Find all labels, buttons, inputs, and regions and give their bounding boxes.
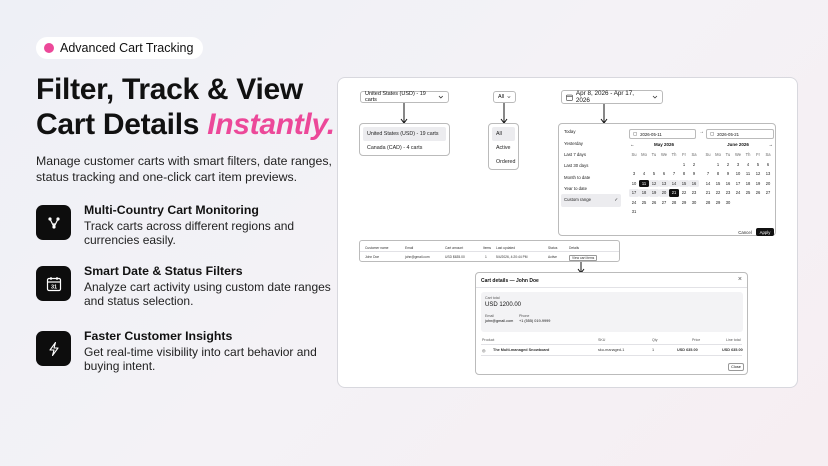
country-select[interactable]: [360, 91, 449, 103]
calendar-day[interactable]: 20: [765, 180, 771, 186]
calendar-day[interactable]: 6: [766, 161, 770, 167]
phone-label: Phone: [519, 314, 530, 318]
column-header: Price: [692, 338, 701, 342]
email-label: Email: [485, 314, 494, 318]
calendar-blank: [629, 161, 639, 169]
status-select[interactable]: [493, 91, 516, 103]
feature-item: [36, 329, 336, 374]
hero-title-line1: Filter, Track & View: [36, 73, 303, 106]
price: USD 635.00: [677, 348, 698, 352]
feature-desc: Track carts across different regions and currencies easily.: [84, 218, 295, 248]
calendar-day[interactable]: 3: [632, 171, 636, 176]
calendar-day[interactable]: 4: [746, 161, 750, 167]
calendar-day[interactable]: 10: [735, 171, 741, 176]
calendar-day[interactable]: 11: [745, 171, 751, 176]
weekday-label: Th: [671, 152, 677, 157]
chevron-down-icon: [652, 95, 658, 99]
feature-title: Faster Customer Insights: [84, 329, 233, 343]
weekday-label: We: [660, 152, 668, 157]
cell: John Doe: [365, 255, 380, 259]
calendar-month-left: [629, 142, 699, 216]
calendar-day[interactable]: 22: [715, 190, 721, 195]
calendar-month-right: [703, 142, 773, 206]
calendar-day[interactable]: 5: [652, 171, 656, 176]
cart-details-modal: [475, 272, 748, 375]
preset-item[interactable]: Last 7 days: [564, 151, 586, 157]
start-date-input[interactable]: ▢ 2026-05-11: [629, 129, 696, 139]
calendar-day[interactable]: 20: [659, 189, 669, 197]
calendar-day[interactable]: 12: [755, 171, 761, 176]
calendar-day[interactable]: 14: [705, 180, 711, 186]
column-header: Product: [482, 338, 495, 342]
calendar-blank: [649, 161, 659, 169]
status-option[interactable]: All: [492, 127, 515, 141]
calendar-day[interactable]: 17: [735, 180, 741, 186]
hero-title: [36, 72, 356, 143]
qty: 1: [652, 348, 655, 352]
calendar-day[interactable]: 25: [745, 190, 751, 195]
day-grid: [703, 151, 773, 206]
column-header: Email: [405, 246, 414, 250]
calendar-day[interactable]: 7: [672, 171, 676, 176]
calendar-day[interactable]: 21: [705, 190, 711, 195]
feature-badge: [36, 37, 203, 59]
share-nodes-icon: [36, 205, 71, 240]
calendar-day[interactable]: 5: [756, 161, 760, 167]
status-option[interactable]: Ordered: [496, 159, 516, 165]
calendar-day[interactable]: 27: [661, 199, 667, 205]
feature-desc: Get real-time visibility into cart behavior and buying intent.: [84, 344, 317, 374]
calendar-day[interactable]: 29: [715, 199, 721, 205]
calendar-day[interactable]: 7: [706, 171, 710, 176]
preset-item[interactable]: Last 30 days: [564, 163, 589, 169]
calendar-icon: [36, 266, 71, 301]
feature-title: Smart Date & Status Filters: [84, 264, 243, 278]
weekday-label: Fr: [682, 152, 686, 157]
country-select-value: United States (USD) - 19 carts: [365, 91, 426, 103]
arrow-down-icon: [600, 104, 608, 124]
calendar-day[interactable]: 9: [692, 171, 696, 176]
weekday-label: Sa: [765, 152, 771, 157]
calendar-day[interactable]: 23: [691, 190, 697, 195]
calendar-day[interactable]: 26: [651, 199, 657, 205]
calendar-day[interactable]: 12: [649, 180, 659, 188]
calendar-day[interactable]: 2: [726, 161, 730, 167]
calendar-day[interactable]: 30: [725, 199, 731, 205]
close-button[interactable]: Close: [728, 363, 744, 371]
divider: [360, 251, 619, 252]
column-header: Last updated: [496, 246, 516, 250]
calendar-day[interactable]: 26: [755, 190, 761, 195]
calendar-day[interactable]: 19: [755, 180, 761, 186]
calendar-day[interactable]: 28: [671, 199, 677, 205]
status-dropdown: [488, 123, 519, 170]
product-thumb-icon: ◎: [482, 349, 486, 353]
preset-item[interactable]: Yesterday: [564, 140, 583, 146]
line-total: USD 635.00: [722, 348, 743, 352]
cell: USD $635.00: [445, 255, 465, 259]
calendar-day[interactable]: 24: [631, 199, 637, 205]
cell: 1: [485, 255, 487, 259]
calendar-day[interactable]: 2: [692, 161, 696, 167]
product-name: The Multi-managed Snowboard: [493, 348, 550, 352]
weekday-label: Fr: [756, 152, 760, 157]
month-label: June 2026: [727, 142, 749, 147]
date-picker: [558, 123, 776, 236]
calendar-day[interactable]: 16: [725, 180, 731, 186]
calendar-day[interactable]: 18: [639, 189, 649, 197]
column-header: Status: [548, 246, 558, 250]
feature-item: [36, 203, 336, 248]
calendar-icon: ▢: [633, 131, 638, 136]
prev-month-icon[interactable]: ←: [630, 142, 635, 147]
preset-item[interactable]: Month to date: [564, 174, 591, 180]
chevron-down-icon: [438, 95, 444, 99]
calendar-day[interactable]: 1: [682, 161, 686, 167]
status-select-value: All: [498, 94, 505, 100]
weekday-label: Su: [631, 152, 637, 157]
feature-item: [36, 264, 336, 309]
calendar-day[interactable]: 22: [681, 190, 687, 195]
calendar-day[interactable]: 4: [642, 171, 646, 176]
arrow-down-icon: [500, 103, 508, 124]
calendar-day[interactable]: 11: [639, 180, 649, 188]
weekday-label: Mo: [641, 152, 647, 157]
cell: john@gmail.com: [405, 255, 430, 259]
divider: [481, 344, 742, 345]
cart-total-value: USD 1200.00: [485, 302, 522, 308]
date-range-value: Apr 8, 2026 - Apr 17, 2026: [575, 90, 635, 104]
preset-item[interactable]: Year to date: [564, 186, 588, 192]
column-header: Items: [483, 246, 492, 250]
arrow-right-icon: →: [699, 129, 704, 135]
column-header: SKU: [598, 338, 606, 342]
calendar-day[interactable]: 21: [669, 189, 679, 197]
feature-title: Multi-Country Cart Monitoring: [84, 203, 259, 217]
calendar-day[interactable]: 28: [705, 199, 711, 205]
badge-label: Advanced Cart Tracking: [60, 41, 194, 55]
calendar-day[interactable]: 15: [715, 180, 721, 186]
hero-subtitle: Manage customer carts with smart filters, date ranges, status tracking and one-click cart item previews.: [36, 154, 332, 184]
cancel-button[interactable]: Cancel: [738, 229, 752, 235]
carts-table: [359, 240, 620, 262]
calendar-day[interactable]: 16: [689, 180, 699, 188]
calendar-icon: [566, 94, 573, 101]
weekday-label: Su: [705, 152, 711, 157]
calendar-day[interactable]: 14: [669, 180, 679, 188]
country-option[interactable]: Canada (CAD) - 4 carts: [367, 145, 423, 151]
country-dropdown: [359, 123, 450, 156]
calendar-blank: [659, 161, 669, 169]
column-header: Details: [569, 246, 580, 250]
calendar-day[interactable]: 19: [649, 189, 659, 197]
calendar-day[interactable]: 9: [726, 171, 730, 176]
hero-title-accent: Instantly.: [207, 108, 335, 142]
calendar-blank: [703, 161, 713, 169]
cart-summary: [481, 292, 743, 332]
country-option[interactable]: United States (USD) - 19 carts: [363, 127, 446, 141]
day-grid: [629, 151, 699, 216]
status-option[interactable]: Active: [496, 145, 511, 151]
column-header: Line total: [726, 338, 741, 342]
calendar-day[interactable]: 8: [682, 171, 686, 176]
calendar-day[interactable]: 8: [716, 171, 720, 176]
calendar-day[interactable]: 30: [691, 199, 697, 205]
calendar-day[interactable]: 31: [631, 209, 637, 214]
calendar-day[interactable]: 18: [745, 180, 751, 186]
calendar-day[interactable]: 23: [725, 190, 731, 195]
calendar-blank: [669, 161, 679, 169]
email-value: john@gmail.com: [485, 319, 514, 323]
calendar-icon: ▢: [710, 131, 715, 136]
calendar-day[interactable]: 15: [679, 180, 689, 188]
pink-dot-icon: [44, 43, 54, 53]
next-month-icon[interactable]: →: [768, 142, 773, 147]
weekday-label: Sa: [691, 152, 697, 157]
month-label: May 2026: [653, 142, 674, 147]
cell: 5/4/2026, 4:20:44 PM: [496, 255, 528, 259]
arrow-down-icon: [400, 103, 408, 124]
lightning-icon: [36, 331, 71, 366]
calendar-day[interactable]: 6: [662, 171, 666, 176]
weekday-label: Tu: [725, 152, 731, 157]
calendar-day[interactable]: 13: [765, 171, 771, 176]
preset-item[interactable]: Custom range ✓: [561, 194, 621, 206]
cell: Active: [548, 255, 557, 259]
hero-title-line2: Cart Details: [36, 108, 200, 142]
weekday-label: We: [734, 152, 742, 157]
calendar-day[interactable]: 1: [716, 161, 720, 167]
sku: sku-managed-1: [598, 348, 625, 352]
apply-button[interactable]: Apply: [756, 228, 774, 236]
calendar-day[interactable]: 13: [659, 180, 669, 188]
divider: [481, 355, 742, 356]
weekday-label: Tu: [651, 152, 657, 157]
calendar-day[interactable]: 29: [681, 199, 687, 205]
column-header: Qty: [652, 338, 658, 342]
cart-total-label: Cart total: [485, 296, 500, 300]
check-icon: ✓: [614, 197, 618, 203]
calendar-day[interactable]: 17: [629, 189, 639, 197]
calendar-day[interactable]: 25: [641, 199, 647, 205]
phone-value: +1 (555) 019-9999: [519, 319, 551, 323]
calendar-day[interactable]: 27: [765, 190, 771, 195]
calendar-day[interactable]: 24: [735, 190, 741, 195]
calendar-day[interactable]: 3: [736, 161, 740, 167]
feature-desc: Analyze cart activity using custom date ranges and status selection.: [84, 279, 331, 309]
column-header: Cart amount: [445, 246, 464, 250]
weekday-label: Th: [745, 152, 751, 157]
column-header: Customer name: [365, 246, 389, 250]
chevron-down-icon: [507, 95, 511, 99]
view-cart-items-button[interactable]: View cart items: [569, 255, 597, 261]
divider: [476, 287, 747, 288]
close-icon[interactable]: ×: [737, 276, 742, 283]
date-range-select[interactable]: [561, 90, 663, 104]
date-presets: [559, 124, 623, 209]
svg-text:31: 31: [50, 284, 57, 291]
end-date-input[interactable]: ▢ 2026-05-21: [706, 129, 774, 139]
calendar-blank: [639, 161, 649, 169]
calendar-day[interactable]: 10: [631, 180, 637, 186]
weekday-label: Mo: [715, 152, 721, 157]
modal-title: Cart details — John Doe: [481, 278, 539, 284]
preset-item[interactable]: Today: [564, 129, 576, 135]
